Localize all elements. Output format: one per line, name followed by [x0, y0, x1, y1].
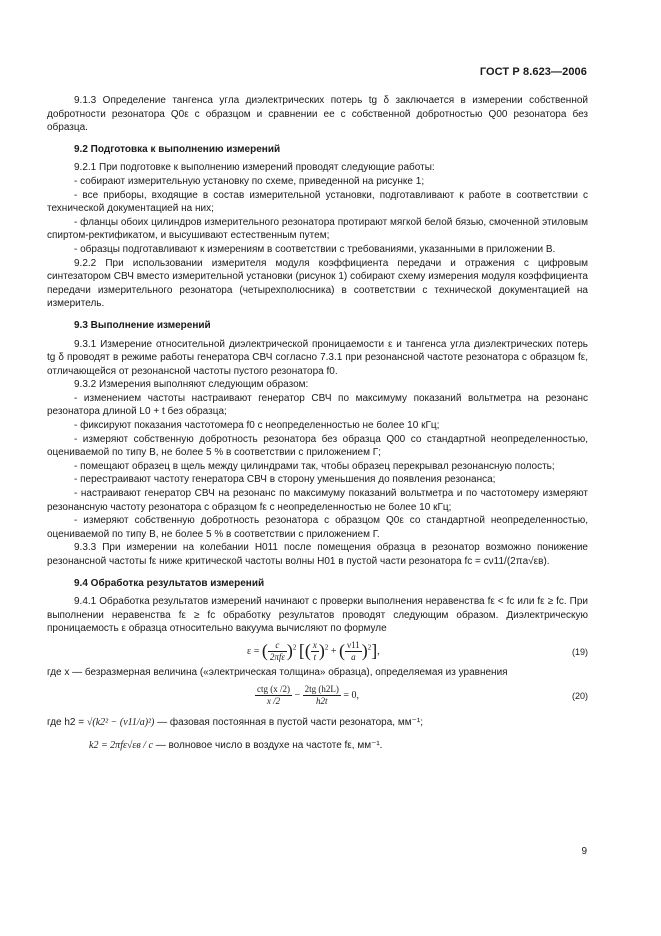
list-item: - образцы подготавливают к измерениям в соответствии с требованиями, указанными в приложении В. — [74, 243, 556, 255]
list-item: - фланцы обоих цилиндров измерительного резонатора протирают мягкой белой бязью, смоченной этиловым спиртом-ректификатом, и высушивают естественным путем; — [47, 216, 588, 242]
equation-19: ε = ( $\frac{c}{\text{2πfε}}$ )$^2$ [( $\frac{x}{t}$ )$^2$ + ( $\frac{\nu 11}{a}$ )$^2$], (19) — [247, 639, 588, 662]
paragraph-9-2-2: 9.2.2 При использовании измерителя модуля коэффициента передачи и отражения с цифровым синтезатором СВЧ вместо измерительной установки (рисунок 1) собирают схему измерения модуля коэффициента передачи измерительного резонатора (четырехполюсника) в соответствии с технической документацией на измеритель. — [47, 257, 588, 310]
list-item: - фиксируют показания частотомера f0 с неопределенностью не более 10 кГц; — [74, 420, 440, 432]
list-item: - перестраивают частоту генератора СВЧ в сторону уменьшения до появления резонанса; — [74, 474, 496, 486]
paragraph-9-1-3: 9.1.3 Определение тангенса угла диэлектрических потерь tg δ заключается в измерении собственной добротности резонатора Q0ε с образцом и сравнении ее с собственной добротностью Q00 резонатора без образца. — [47, 95, 588, 134]
where-k2-definition: k2 = 2πfε√εв / c — волновое число в воздухе на частоте fε, мм⁻¹. — [89, 740, 383, 752]
list-item: - помещают образец в щель между цилиндрами так, чтобы образец перекрывал резонансную полость; — [74, 460, 555, 472]
list-item: - измеряют собственную добротность резонатора без образца Q00 со стандартной неопределенностью, оцениваемой по типу В, не более 5 % в соответствии с приложением Г; — [47, 433, 588, 459]
where-x-definition: где x — безразмерная величина («электрическая толщина» образца), определяемая из уравнения — [47, 666, 508, 678]
list-item: - изменением частоты настраивают генератор СВЧ по максимуму показаний вольтметра на резонанс резонатора длиной L0 + t без образца; — [47, 392, 588, 418]
equation-number-19: (19) — [571, 646, 588, 657]
list-item: - измеряют собственную добротность резонатора с образцом Q0ε со стандартной неопределенностью, оцениваемой по типу В, не более 5 % в соответствии с приложением Г. — [47, 515, 588, 540]
document-code-header: ГОСТ Р 8.623—2006 — [479, 66, 587, 78]
list-item: - настраивают генератор СВЧ на резонанс по максимуму показаний вольтметра и по частотомеру измеряют резонансную частоту резонатора с образцом fε с неопределенностью не более 10 кГц; — [47, 488, 588, 513]
paragraph-9-3-3: 9.3.3 При измерении на колебании H011 после помещения образца в резонатор возможно понижение резонансной частоты fε ниже критической частоты волны H01 в пустой части резонатора fc = cν11/(2πa√εв). — [47, 542, 588, 567]
list-item: - все приборы, входящие в состав измерительной установки, подготавливают к работе в соответствии с технической документацией на них; — [47, 189, 588, 215]
equation-20: $\frac{\text{ctg (x /2)}}{x /2}$ − $\frac{2tg (h2L)}{h2t}$ = 0, (20) — [257, 683, 588, 706]
eq19-frac-nu: $\frac{\nu 11}{a}$ — [347, 639, 360, 662]
eq19-lhs: ε = — [247, 645, 260, 657]
section-heading-9-2: 9.2 Подготовка к выполнению измерений — [74, 143, 281, 155]
paragraph-9-2-1: 9.2.1 При подготовке к выполнению измерений проводят следующие работы: — [74, 162, 435, 174]
where-h2-definition: где h2 = √(k2² − (ν11/a)²) — фазовая постоянная в пустой части резонатора, мм⁻¹; — [47, 716, 423, 728]
eq19-frac-c: $\frac{c}{\text{2πfε}}$ — [269, 639, 285, 662]
equation-number-20: (20) — [571, 690, 588, 701]
document-body — [47, 94, 588, 753]
paragraph-9-4-1: 9.4.1 Обработка результатов измерений начинают с проверки выполнения неравенства fε < fc или fε ≥ fc. При выполнении неравенства fε ≥ fc обработку результатов проводят следующим образом. Диэлектрическую проницаемость ε образца относительно вакуума вычисляют по формуле — [47, 596, 588, 635]
section-heading-9-3: 9.3 Выполнение измерений — [74, 319, 211, 331]
page-number: 9 — [581, 846, 587, 857]
list-item: - собирают измерительную установку по схеме, приведенной на рисунке 1; — [74, 175, 425, 187]
eq19-frac-x: $\frac{x}{t}$ — [312, 639, 317, 662]
paragraph-9-3-1: 9.3.1 Измерение относительной диэлектрической проницаемости ε и тангенса угла диэлектрических потерь tg δ проводят в режиме работы генератора СВЧ согласно 7.3.1 при резонансной частоте резонатора с образцом fε, отличающейся от резонансной частоты пустого резонатора f0. — [47, 338, 588, 377]
paragraph-9-3-2: 9.3.2 Измерения выполняют следующим образом: — [74, 379, 309, 391]
section-heading-9-4: 9.4 Обработка результатов измерений — [74, 577, 265, 589]
